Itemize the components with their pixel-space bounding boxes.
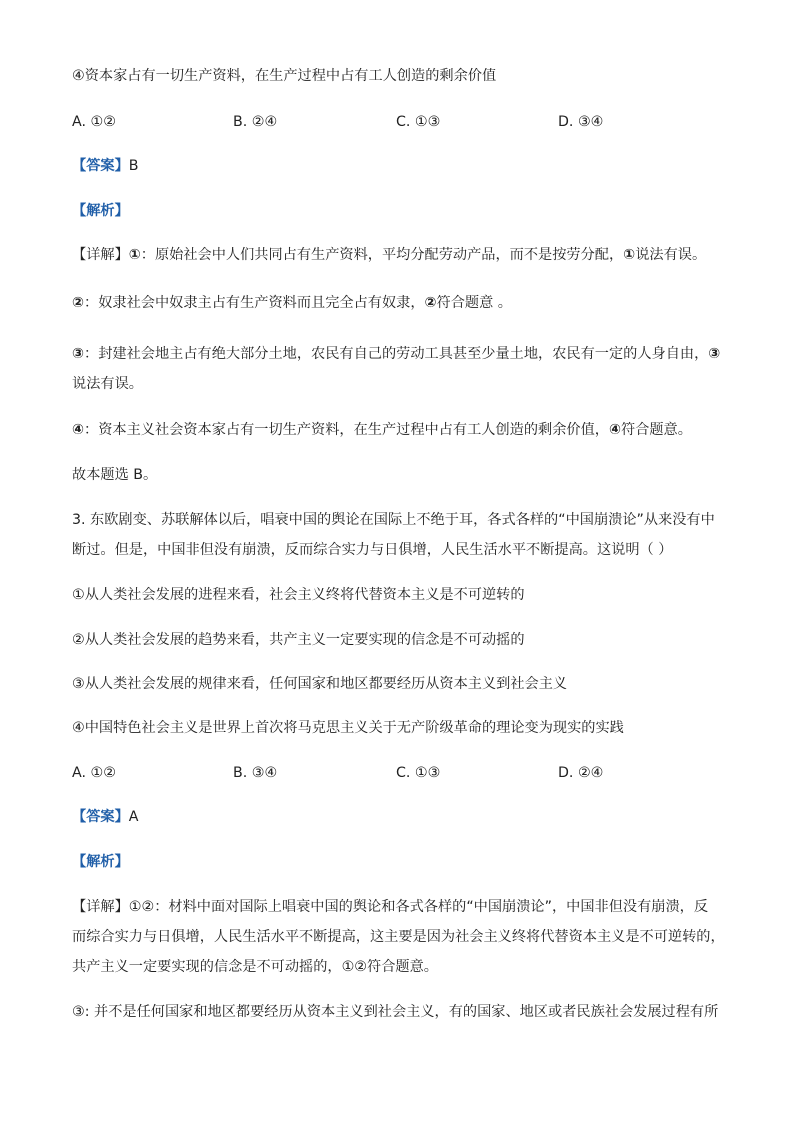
answer-tag: 【答案】 bbox=[72, 158, 129, 174]
q2-detail-4-mark: ④ bbox=[72, 422, 85, 438]
q3-statement-1: ①从人类社会发展的进程来看，社会主义终将代替资本主义是不可逆转的 bbox=[72, 587, 525, 603]
q2-detail-1-mark: ① bbox=[128, 247, 141, 263]
q3-detail-1-text: ①②：材料中面对国际上唱衰中国的舆论和各式各样的“中国崩溃论”，中国非但没有崩溃，反 bbox=[128, 899, 709, 915]
analysis-tag: 【解析】 bbox=[72, 203, 129, 219]
q2-detail-3-line2: 说法有误。 bbox=[72, 376, 143, 392]
q3-statement-3: ③从人类社会发展的规律来看，任何国家和地区都要经历从资本主义到社会主义 bbox=[72, 676, 568, 692]
q2-detail-2 bbox=[72, 293, 512, 313]
q2-option-b: B. ②④ bbox=[233, 114, 278, 130]
q2-option-c: C. ①③ bbox=[396, 114, 441, 130]
q3-answer-value: A bbox=[128, 809, 139, 825]
answer-tag: 【答案】 bbox=[72, 809, 129, 825]
q3-statement-2: ②从人类社会发展的趋势来看，共产主义一定要实现的信念是不可动摇的 bbox=[72, 632, 525, 648]
q2-detail-2-mark2: ② bbox=[424, 295, 437, 311]
q2-answer-value: B bbox=[128, 158, 139, 174]
q3-statement-4: ④中国特色社会主义是世界上首次将马克思主义关于无产阶级革命的理论变为现实的实践 bbox=[72, 720, 624, 736]
q3-option-a: A. ①② bbox=[72, 765, 116, 781]
q3-stem-line-1: 3. 东欧剧变、苏联解体以后，唱衰中国的舆论在国际上不绝于耳，各式各样的“中国崩溃论”从来没有中 bbox=[72, 512, 715, 528]
q2-answer-line bbox=[72, 156, 139, 176]
q2-detail-4-end: 符合题意。 bbox=[620, 422, 692, 438]
q2-detail-4 bbox=[72, 420, 692, 440]
q2-option-a: A. ①② bbox=[72, 114, 116, 130]
q2-detail-3-text: ：封建社会地主占有绝大部分土地，农民有自己的劳动工具甚至少量土地，农民有一定的人身自由， bbox=[84, 346, 709, 362]
q3-detail-1-line-3: 共产主义一定要实现的信念是不可动摇的，①②符合题意。 bbox=[72, 959, 438, 975]
q2-detail-2-end: 符合题意 。 bbox=[436, 295, 512, 311]
q2-option-d: D. ③④ bbox=[558, 114, 604, 130]
q3-detail-3-line-1: ③: 并不是任何国家和地区都要经历从资本主义到社会主义，有的国家、地区或者民族社会发展过程有所 bbox=[72, 1004, 719, 1020]
q3-stem-line-2: 断过。但是，中国非但没有崩溃，反而综合实力与日俱增，人民生活水平不断提高。这说明（ ） bbox=[72, 542, 673, 558]
q3-option-b: B. ③④ bbox=[233, 765, 278, 781]
q3-detail-1-line-1 bbox=[72, 897, 708, 917]
q2-detail-3 bbox=[72, 344, 720, 364]
q2-detail-1-mark2: ① bbox=[623, 247, 636, 263]
q2-detail-3-mark2: ③ bbox=[708, 346, 721, 362]
q3-option-c: C. ①③ bbox=[396, 765, 441, 781]
q2-detail-4-mark2: ④ bbox=[608, 422, 621, 438]
q2-detail-3-mark: ③ bbox=[72, 346, 85, 362]
q2-detail-2-text: ：奴隶社会中奴隶主占有生产资料而且完全占有奴隶， bbox=[84, 295, 425, 311]
q3-answer-line bbox=[72, 807, 138, 827]
q2-statement-4: ④资本家占有一切生产资料，在生产过程中占有工人创造的剩余价值 bbox=[72, 68, 497, 84]
q2-detail-1-text: ：原始社会中人们共同占有生产资料，平均分配劳动产品，而不是按劳分配， bbox=[140, 247, 624, 263]
q2-detail-4-text: ：资本主义社会资本家占有一切生产资料，在生产过程中占有工人创造的剩余价值， bbox=[84, 422, 609, 438]
analysis-tag: 【解析】 bbox=[72, 854, 129, 870]
q2-detail-1 bbox=[72, 245, 706, 265]
q2-conclusion: 故本题选 B。 bbox=[72, 467, 158, 483]
q3-detail-1-line-2: 而综合实力与日俱增，人民生活水平不断提高，这主要是因为社会主义终将代替资本主义是不可逆转的， bbox=[72, 929, 725, 945]
q2-detail-1-end: 说法有误。 bbox=[635, 247, 707, 263]
q2-detail-2-mark: ② bbox=[72, 295, 85, 311]
q3-option-d: D. ②④ bbox=[558, 765, 604, 781]
q3-analysis-line bbox=[72, 852, 129, 872]
detail-tag: 【详解】 bbox=[72, 899, 129, 915]
detail-tag: 【详解】 bbox=[72, 247, 129, 263]
q2-analysis-line bbox=[72, 201, 129, 221]
